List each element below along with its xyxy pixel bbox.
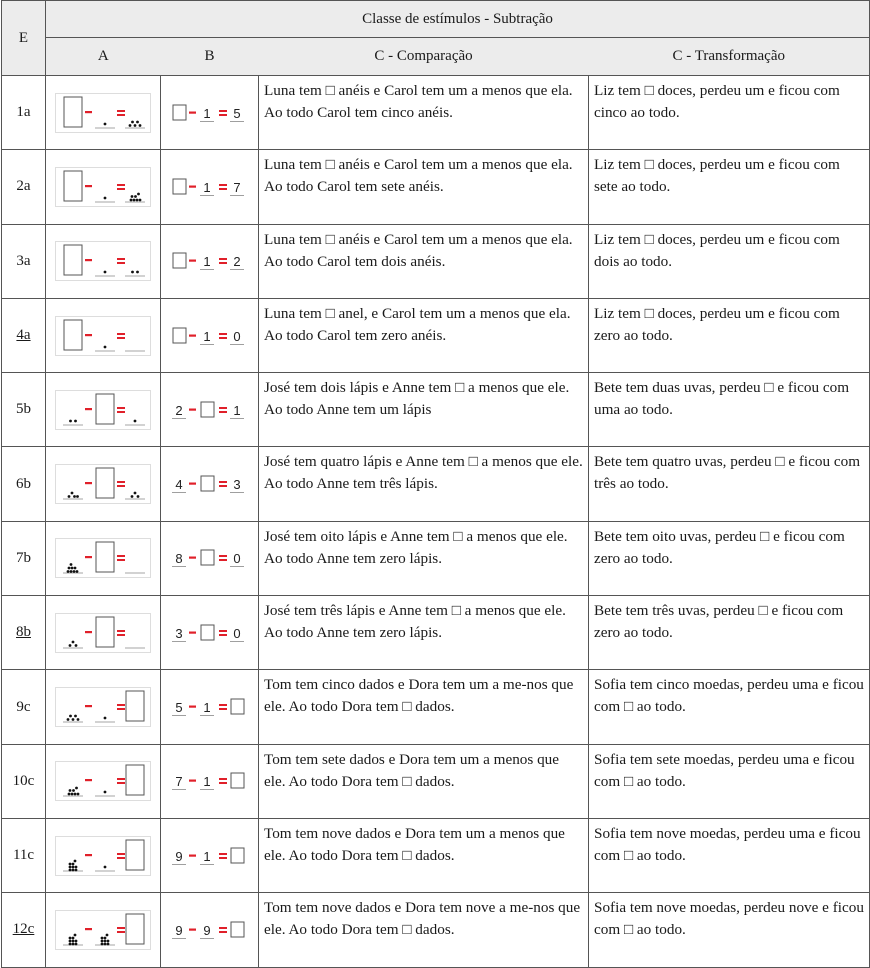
cell-comparacao: Luna tem □ anéis e Carol tem um a menos que ela. Ao todo Carol tem dois anéis. <box>259 224 589 298</box>
equals-sign <box>219 333 227 339</box>
row-id: 7b <box>2 521 46 595</box>
stimulus-number: 1 <box>232 402 241 418</box>
cell-transformacao: Liz tem □ doces, perdeu um e ficou com zero ao todo. <box>589 298 870 372</box>
stimulus-number: 9 <box>202 922 211 938</box>
equals-sign <box>219 704 227 710</box>
minus-sign <box>189 928 196 930</box>
pictorial-stimulus <box>55 316 151 356</box>
minus-sign <box>85 705 92 707</box>
cell-transformacao: Bete tem oito uvas, perdeu □ e ficou com zero ao todo. <box>589 521 870 595</box>
stimulus-number: 1 <box>202 179 211 195</box>
cell-a <box>46 744 161 818</box>
header-e: E <box>2 1 46 76</box>
unknown-box <box>173 105 186 120</box>
numeric-stimulus <box>169 915 251 945</box>
minus-sign <box>189 334 196 336</box>
minus-sign <box>85 259 92 261</box>
cell-transformacao: Liz tem □ doces, perdeu um e ficou com sete ao todo. <box>589 150 870 224</box>
stimulus-number: 2 <box>174 402 183 418</box>
unknown-box <box>201 625 214 640</box>
stimulus-number: 3 <box>174 625 183 641</box>
numeric-stimulus <box>169 692 251 722</box>
stimulus-number: 2 <box>232 254 241 270</box>
cell-b <box>161 76 259 150</box>
minus-sign <box>85 111 92 113</box>
stimulus-number: 3 <box>232 477 241 493</box>
minus-sign <box>85 556 92 558</box>
cell-transformacao: Liz tem □ doces, perdeu um e ficou com dois ao todo. <box>589 224 870 298</box>
cell-b <box>161 818 259 892</box>
unknown-box <box>126 691 144 721</box>
row-id: 11c <box>2 818 46 892</box>
unknown-box <box>126 765 144 795</box>
cell-b <box>161 596 259 670</box>
table-row <box>2 893 870 967</box>
stimulus-number: 7 <box>174 774 183 790</box>
pictorial-stimulus <box>55 836 151 876</box>
dot-cluster <box>104 345 107 348</box>
cell-a <box>46 893 161 967</box>
cell-transformacao: Sofia tem nove moedas, perdeu nove e ficou com □ ao todo. <box>589 893 870 967</box>
minus-sign <box>189 854 196 856</box>
numeric-stimulus <box>169 766 251 796</box>
minus-sign <box>189 631 196 633</box>
dot-cluster <box>104 271 107 274</box>
cell-comparacao: Tom tem nove dados e Dora tem um a menos que ele. Ao todo Dora tem □ dados. <box>259 818 589 892</box>
equals-sign <box>219 184 227 190</box>
dot-cluster <box>104 197 107 200</box>
unknown-box <box>96 542 114 572</box>
unknown-box <box>126 914 144 944</box>
equals-sign <box>219 778 227 784</box>
stimulus-number: 9 <box>174 848 183 864</box>
equals-sign <box>219 481 227 487</box>
unknown-box <box>64 97 82 127</box>
table-row <box>2 224 870 298</box>
minus-sign <box>189 185 196 187</box>
pictorial-stimulus <box>55 761 151 801</box>
cell-transformacao: Sofia tem nove moedas, perdeu uma e ficou com □ ao todo. <box>589 818 870 892</box>
numeric-stimulus <box>169 543 251 573</box>
table-row <box>2 298 870 372</box>
minus-sign <box>189 260 196 262</box>
cell-b <box>161 373 259 447</box>
numeric-stimulus <box>169 98 251 128</box>
row-id: 4a <box>2 298 46 372</box>
unknown-box <box>173 328 186 343</box>
table-row <box>2 373 870 447</box>
row-id: 10c <box>2 744 46 818</box>
equals-sign <box>219 630 227 636</box>
minus-sign <box>189 408 196 410</box>
dot-cluster <box>134 419 137 422</box>
cell-comparacao: Luna tem □ anéis e Carol tem um a menos que ela. Ao todo Carol tem cinco anéis. <box>259 76 589 150</box>
pictorial-stimulus <box>55 687 151 727</box>
stimulus-number: 0 <box>232 625 241 641</box>
cell-a <box>46 447 161 521</box>
minus-sign <box>189 706 196 708</box>
cell-b <box>161 521 259 595</box>
table-row <box>2 670 870 744</box>
table-row <box>2 76 870 150</box>
dot-cluster <box>104 122 107 125</box>
unknown-box <box>64 320 82 350</box>
cell-b <box>161 447 259 521</box>
unknown-box <box>64 245 82 275</box>
minus-sign <box>189 111 196 113</box>
dot-cluster <box>104 865 107 868</box>
equals-sign <box>219 927 227 933</box>
cell-comparacao: José tem oito lápis e Anne tem □ a menos que ele. Ao todo Anne tem zero lápis. <box>259 521 589 595</box>
unknown-box <box>231 922 244 937</box>
pictorial-stimulus <box>55 390 151 430</box>
cell-comparacao: Tom tem sete dados e Dora tem um a menos que ele. Ao todo Dora tem □ dados. <box>259 744 589 818</box>
minus-sign <box>85 631 92 633</box>
cell-transformacao: Liz tem □ doces, perdeu um e ficou com cinco ao todo. <box>589 76 870 150</box>
unknown-box <box>96 468 114 498</box>
unknown-box <box>126 840 144 870</box>
table-row <box>2 744 870 818</box>
pictorial-stimulus <box>55 538 151 578</box>
unknown-box <box>173 179 186 194</box>
numeric-stimulus <box>169 618 251 648</box>
cell-a <box>46 818 161 892</box>
cell-a <box>46 670 161 744</box>
cell-comparacao: José tem quatro lápis e Anne tem □ a menos que ele. Ao todo Anne tem três lápis. <box>259 447 589 521</box>
pictorial-stimulus <box>55 93 151 133</box>
table-row <box>2 447 870 521</box>
minus-sign <box>85 928 92 930</box>
numeric-stimulus <box>169 469 251 499</box>
minus-sign <box>189 780 196 782</box>
unknown-box <box>64 171 82 201</box>
unknown-box <box>96 394 114 424</box>
pictorial-stimulus <box>55 464 151 504</box>
stimulus-number: 0 <box>232 328 241 344</box>
header-col-b: B <box>161 38 259 76</box>
cell-a <box>46 373 161 447</box>
numeric-stimulus <box>169 172 251 202</box>
equals-sign <box>219 110 227 116</box>
equals-sign <box>219 555 227 561</box>
minus-sign <box>189 483 196 485</box>
header-col-a: A <box>46 38 161 76</box>
unknown-box <box>96 617 114 647</box>
stimulus-number: 0 <box>232 551 241 567</box>
stimulus-number: 1 <box>202 254 211 270</box>
minus-sign <box>85 482 92 484</box>
cell-transformacao: Sofia tem cinco moedas, perdeu uma e ficou com □ ao todo. <box>589 670 870 744</box>
cell-transformacao: Bete tem quatro uvas, perdeu □ e ficou com três ao todo. <box>589 447 870 521</box>
stimulus-number: 4 <box>174 477 183 493</box>
unknown-box <box>231 773 244 788</box>
pictorial-stimulus <box>55 167 151 207</box>
table-row <box>2 596 870 670</box>
stimulus-number: 1 <box>202 700 211 716</box>
minus-sign <box>85 185 92 187</box>
minus-sign <box>85 408 92 410</box>
cell-a <box>46 298 161 372</box>
minus-sign <box>85 334 92 336</box>
cell-a <box>46 224 161 298</box>
stimulus-number: 5 <box>232 105 241 121</box>
cell-b <box>161 893 259 967</box>
table-row <box>2 521 870 595</box>
numeric-stimulus <box>169 395 251 425</box>
unknown-box <box>173 253 186 268</box>
cell-comparacao: Tom tem nove dados e Dora tem nove a me-nos que ele. Ao todo Dora tem □ dados. <box>259 893 589 967</box>
equals-sign <box>219 407 227 413</box>
cell-b <box>161 670 259 744</box>
stimulus-number: 1 <box>202 105 211 121</box>
stimulus-number: 5 <box>174 700 183 716</box>
equals-sign <box>219 853 227 859</box>
pictorial-stimulus <box>55 241 151 281</box>
cell-a <box>46 150 161 224</box>
row-id: 3a <box>2 224 46 298</box>
cell-b <box>161 150 259 224</box>
dot-cluster <box>104 791 107 794</box>
numeric-stimulus <box>169 246 251 276</box>
unknown-box <box>231 848 244 863</box>
stimulus-table <box>1 0 870 968</box>
stimulus-number: 9 <box>174 922 183 938</box>
dot-cluster <box>104 717 107 720</box>
header-col-c-comparacao: C - Comparação <box>259 38 589 76</box>
numeric-stimulus <box>169 321 251 351</box>
cell-transformacao: Sofia tem sete moedas, perdeu uma e ficou com □ ao todo. <box>589 744 870 818</box>
row-id: 8b <box>2 596 46 670</box>
cell-comparacao: José tem três lápis e Anne tem □ a menos que ele. Ao todo Anne tem zero lápis. <box>259 596 589 670</box>
unknown-box <box>201 402 214 417</box>
stimulus-number: 1 <box>202 328 211 344</box>
stimulus-number: 8 <box>174 551 183 567</box>
stimulus-number: 7 <box>232 179 241 195</box>
header-col-c-transformacao: C - Transformação <box>589 38 870 76</box>
cell-transformacao: Bete tem duas uvas, perdeu □ e ficou com uma ao todo. <box>589 373 870 447</box>
header-title: Classe de estímulos - Subtração <box>46 1 870 38</box>
row-id: 5b <box>2 373 46 447</box>
pictorial-stimulus <box>55 910 151 950</box>
stimulus-number: 1 <box>202 774 211 790</box>
unknown-box <box>201 550 214 565</box>
stimulus-number: 1 <box>202 848 211 864</box>
cell-a <box>46 521 161 595</box>
cell-comparacao: José tem dois lápis e Anne tem □ a menos que ele. Ao todo Anne tem um lápis <box>259 373 589 447</box>
row-id: 12c <box>2 893 46 967</box>
row-id: 1a <box>2 76 46 150</box>
numeric-stimulus <box>169 841 251 871</box>
table-row <box>2 818 870 892</box>
cell-comparacao: Luna tem □ anéis e Carol tem um a menos que ela. Ao todo Carol tem sete anéis. <box>259 150 589 224</box>
cell-a <box>46 596 161 670</box>
minus-sign <box>189 557 196 559</box>
cell-b <box>161 224 259 298</box>
table-body <box>2 76 870 968</box>
pictorial-stimulus <box>55 613 151 653</box>
cell-comparacao: Luna tem □ anel, e Carol tem um a menos que ela. Ao todo Carol tem zero anéis. <box>259 298 589 372</box>
cell-a <box>46 76 161 150</box>
minus-sign <box>85 854 92 856</box>
table-row <box>2 150 870 224</box>
equals-sign <box>219 258 227 264</box>
row-id: 9c <box>2 670 46 744</box>
row-id: 6b <box>2 447 46 521</box>
unknown-box <box>231 699 244 714</box>
cell-b <box>161 298 259 372</box>
cell-comparacao: Tom tem cinco dados e Dora tem um a me-nos que ele. Ao todo Dora tem □ dados. <box>259 670 589 744</box>
row-id: 2a <box>2 150 46 224</box>
minus-sign <box>85 779 92 781</box>
cell-transformacao: Bete tem três uvas, perdeu □ e ficou com zero ao todo. <box>589 596 870 670</box>
cell-b <box>161 744 259 818</box>
unknown-box <box>201 476 214 491</box>
